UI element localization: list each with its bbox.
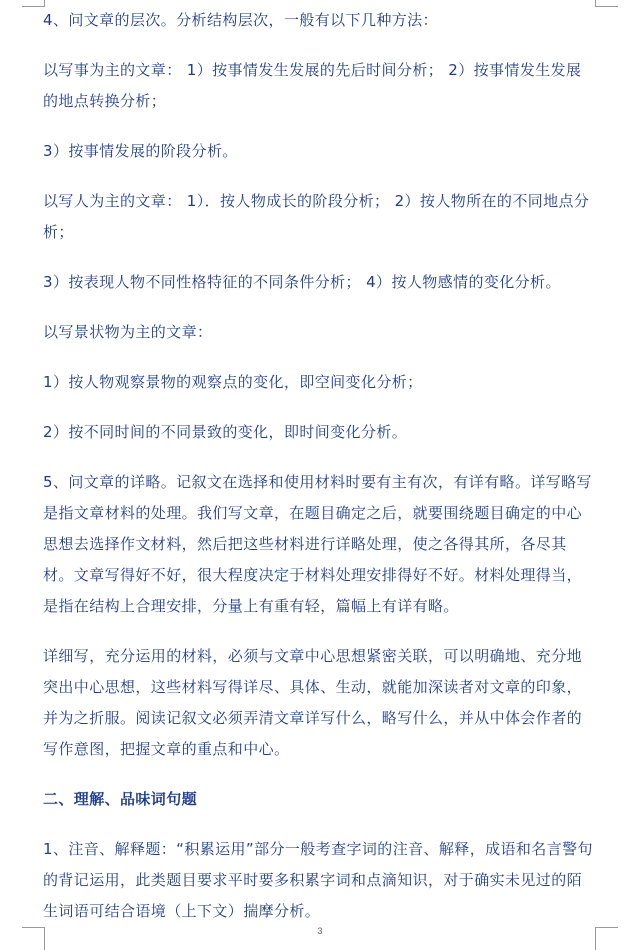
paragraph-detail-brevity: 5、问文章的详略。记叙文在选择和使用材料时要有主有次，有详有略。详写略写是指文章材料的处理。我们写文章，在题目确定之后，就要围绕题目确定的中心思想去选择作文材料，然后把这些材料进行详略处理，使之各得其所，各尽其材。文章写得好不好，很大程度决定于材料处理安排得好不好。材料处理得当，是指在结构上合理安排，分量上有重有轻，篇幅上有详有略。 bbox=[43, 473, 592, 615]
paragraph-spatial-change: 1）按人物观察景物的观察点的变化，即空间变化分析； bbox=[43, 373, 423, 391]
paragraph-detailed-writing: 详细写，充分运用的材料，必须与文章中心思想紧密关联，可以明确地、充分地突出中心思想，这些材料写得详尽、具体、生动，就能加深读者对文章的印象，并为之折服。阅读记叙文必须弄清文章详写什么，略写什么，并从中体会作者的写作意图，把握文章的重点和中心。 bbox=[43, 647, 583, 758]
paragraph-person-articles: 以写人为主的文章： 1）．按人物成长的阶段分析； 2）按人物所在的不同地点分析； bbox=[43, 192, 590, 241]
paragraph-scenery-articles: 以写景状物为主的文章： bbox=[43, 323, 213, 341]
paragraph-event-articles: 以写事为主的文章： 1）按事情发生发展的先后时间分析； 2）按事情发生发展的地点转换分析； bbox=[43, 61, 582, 110]
paragraph-event-stages: 3）按事情发展的阶段分析。 bbox=[43, 142, 238, 160]
crop-mark-top-right bbox=[595, 0, 618, 7]
page-number: 3 bbox=[317, 926, 323, 936]
paragraph-time-change: 2）按不同时间的不同景致的变化，即时间变化分析。 bbox=[43, 423, 408, 441]
paragraph-pronunciation-explanation: 1、注音、解释题：“积累运用”部分一般考查字词的注音、解释，成语和名言警句的背记运用，此类题目要求平时要多积累字词和点滴知识，对于确实未见过的陌生词语可结合语境（上下文）揣摩分析。 bbox=[43, 840, 593, 920]
paragraph-structure-heading: 4、问文章的层次。分析结构层次，一般有以下几种方法： bbox=[43, 11, 438, 29]
document-body bbox=[43, 5, 595, 927]
section-heading-words-sentences: 二、理解、品味词句题 bbox=[43, 790, 198, 808]
paragraph-person-traits: 3）按表现人物不同性格特征的不同条件分析； 4）按人物感情的变化分析。 bbox=[43, 273, 561, 291]
crop-mark-top-left bbox=[22, 0, 45, 7]
